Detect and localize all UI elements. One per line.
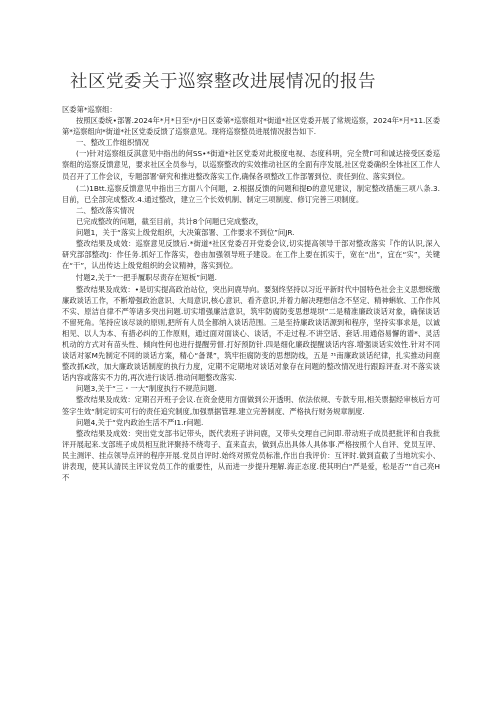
paragraph-organization-1: (一)针对巡察组反淇意见中指出的何SS•*街道*社区党委对此极度电视、态度科明，完全赞Γ可和诚达接受区委巡察组的巡察反馈意见，要求社区全员参与，以巡察整改的实效推动社区的全面有序发展,社区党委确织全体社区工作人员召开了工作会议，专题部署'研究和推进整改落实工作,确保各项整改工作部署到位、责任到位、落实到位。 <box>62 149 440 181</box>
document-page <box>62 68 440 483</box>
issue-4-heading: 问题4,关于“党内政治生活不严I1.r问题. <box>76 417 204 427</box>
issue-4-result: 整改结果及成效：突出党支部书记带头，既代表班子讲问鹿，又带头交理自己问即.带动班子成员把批评和自我批评开展起来.支部班子成员相互批评聚持不绕弯子、直来直去，做到点出具体人具体事.严格按照个人自评、党员互评、民主测评、挂点领导点评的程序开展.党员自评时.始终对照党员标准,作出自我评价：互评时.做到直截了当地坑实小、讲表现，使其认清民主评议党员工作的重要性，从而进一步提升理解.海正态度.使其明白“严是爱，松是否”“自己亮H不 <box>62 428 440 483</box>
paragraph-summary: 已完成整改的问题，截至目前，共计8个问题已完成整改， <box>76 216 264 226</box>
issue-1-heading: 问题1，关于“落实上级党组织，大决策部署、工作要求不到位”问JR. <box>76 228 295 238</box>
document-title: 社区党委关于巡察整改进展情况的报告 <box>70 72 376 92</box>
section-heading-1: 一、整改工作组织情况 <box>76 138 149 148</box>
intro-paragraph: 按照区委统•部署.2024年*月*日至*/j*日区委第*巡察组对*街道*社区党委开展了常规巡察，2024年*月*11.区委第*巡察组向*街道*社区党委反馈了巡察意见。现将巡察整员进展情况报告如下. <box>62 116 440 137</box>
paragraph-organization-2: (二)1Btt.巡察反馈意见中指出三方面八个问题，2.根据反馈的问题和提Ð的意见建议，制定整改措施三项八条.3.目前，已全部完成整改.4.通过整改，建立三个长效机制、制定三项制度、修订完善三项制度。 <box>62 183 440 204</box>
salutation: 区委第*巡察组： <box>62 105 117 114</box>
section-heading-2: 二、整改落实情况 <box>76 205 135 215</box>
issue-3-heading: 问题3,关于“三・一大”制度执行不规范问题. <box>76 384 217 394</box>
issue-2-heading: 忖题2,关于“一把手履职尽责存在短板”问题. <box>76 273 217 283</box>
issue-1-result: 整改结果及成效：巡察意见反馈后.*街道*社区党委召开党委会议,切实提高领导干部对整改落实『作的认识,深入研究部部整改J：作任务.抓好工作落实，卷由加强领导班子建设。在工作上要在抓实于，宽在“出”，宜在“实”，关键在“干”，认出传达上级党组织的会议精神，落实到位。 <box>62 239 440 271</box>
issue-3-result: 整改结果及成效：定期召开班子会议.在资金使用方面做到公开透明、依法依规、专款专用,相关票据经审核后方可签字生效“制定切实可行的责任追究制度,加强票据管理.建立完善制度、严格执行财务规章制度. <box>62 395 440 416</box>
issue-2-result: 整改结果及成效：•是切实提高政治站位，突出问鹿导向。要刻终坚持以习近平新时代中国特色社会主义思想统缴廉政谈话工作，不断增强政治意识、大局意识,核心意识、看齐意识,并着力解决理想信念不坚定、精神蝌软、工作作风不实、原洁自律不严等诸多突出问题.切实增强廉洁意识，筑牢防腐防变思想堤坝”二是精准廉政谈话对象，确保谈话不留死角。笔持应该尽谈的原则,把所有人员全都纳入谈话范围。三是至持廉政谈话源到和程序，坚持实事求是，以诚相见、以人为本、有措必纠的工作原则，通过面对面谈心、谈话，不走过程.不讲空话、套话.用通俗易懈的谱*、灵活机动的方式对有苗头性、倾向性何也进行提醒劳督.打好预防针.四是细化廉政提醒谈话内容.增强谈话实效性.针对不同谈话对冢M先制定不同的谈话方案，精心“备课”，筑牢拒腐防变的思想防线，五是 ³¹南廉政谈话纪律，扎实推动问鹿整改抓K改，加大廉政谈话制度的执行力度，定期不定期地对谈话对象存在问题的整改情况进行跟踪评查.对不落实谈话内容或落实不力的,再次进行谈话.推动问题整改落实. <box>62 284 440 383</box>
